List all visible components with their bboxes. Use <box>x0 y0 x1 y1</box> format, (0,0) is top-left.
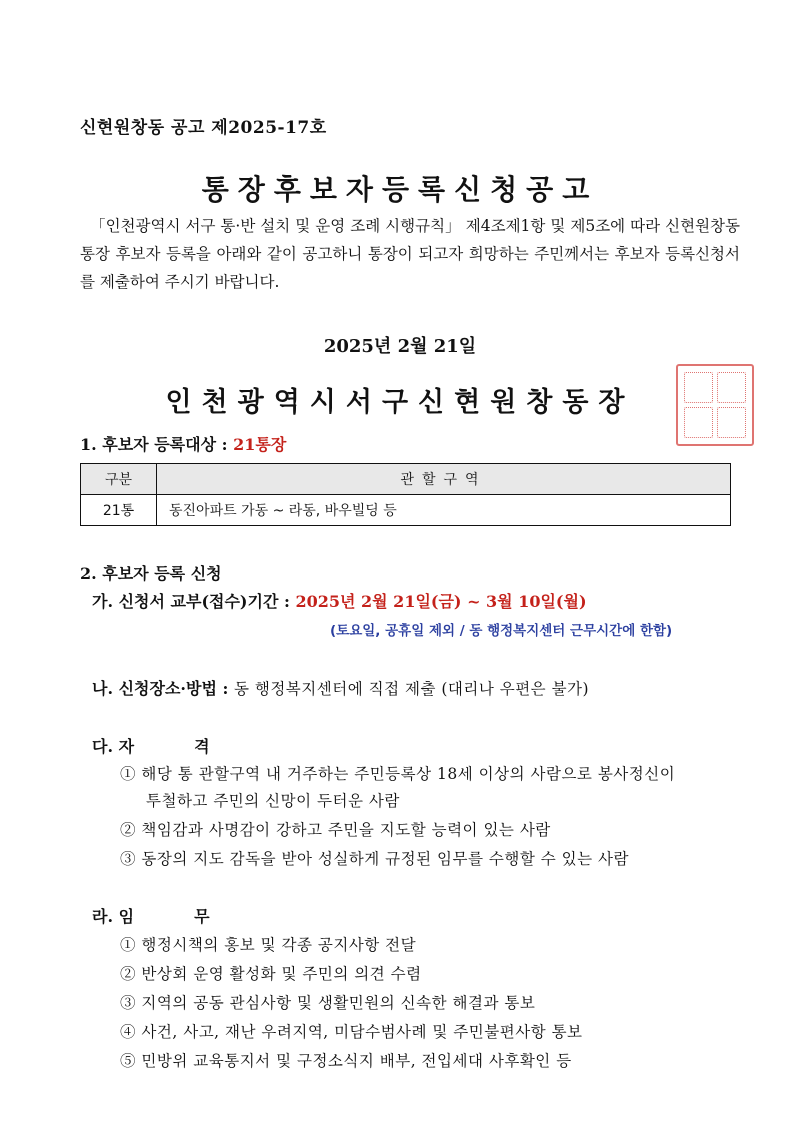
method-value: 동 행정복지센터에 직접 제출 (대리나 우편은 불가) <box>233 680 590 698</box>
section-2-heading: 2. 후보자 등록 신청 <box>80 564 222 583</box>
jurisdiction-table <box>80 463 731 526</box>
qualification-item: ③ 동장의 지도 감독을 받아 성실하게 규정된 임무를 수행할 수 있는 사람 <box>120 850 629 868</box>
duty-heading <box>92 904 210 927</box>
qualification-suffix: 격 <box>194 737 210 756</box>
period-value: 2025년 2월 21일(금) ~ 3월 10일(월) <box>295 592 587 611</box>
notice-number: 신현원창동 공고 제2025-17호 <box>80 118 327 138</box>
notice-title: 통장후보자등록신청공고 <box>201 173 599 206</box>
section-1-heading <box>80 432 286 455</box>
period-note: (토요일, 공휴일 제외 / 동 행정복지센터 근무시간에 한함) <box>330 623 673 639</box>
official-seal-stamp <box>676 364 754 446</box>
qualification-item: 투철하고 주민의 신망이 두터운 사람 <box>146 792 400 810</box>
issuer-name: 인천광역시서구신현원창동장 <box>165 387 635 418</box>
intro-paragraph <box>80 212 740 296</box>
intro-text: 「인천광역시 서구 통·반 설치 및 운영 조례 시행규칙」 제4조제1항 및 제5조에 따라 신현원창동 통장 후보자 등록을 아래와 같이 공고하니 통장이 되고자 희망하는 주민께서는 후보자 등록신청서를 제출하여 주시기 바랍니다. <box>80 217 740 291</box>
duty-prefix: 라. 임 <box>92 907 135 926</box>
duty-item: ② 반상회 운영 활성화 및 주민의 의견 수렴 <box>120 965 422 983</box>
duty-item: ④ 사건, 사고, 재난 우려지역, 미담수범사례 및 주민불편사항 통보 <box>120 1023 583 1041</box>
duty-item: ① 행정시책의 홍보 및 각종 공지사항 전달 <box>120 936 417 954</box>
qualification-heading <box>92 734 210 757</box>
period-label: 가. 신청서 교부(접수)기간 : <box>92 592 296 611</box>
application-period <box>92 589 587 612</box>
qualification-item: ② 책임감과 사명감이 강하고 주민을 지도할 능력이 있는 사람 <box>120 821 551 839</box>
application-method <box>92 676 589 699</box>
table-cell: 21통 <box>81 495 157 526</box>
duty-item: ③ 지역의 공동 관심사항 및 생활민원의 신속한 해결과 통보 <box>120 994 536 1012</box>
table-header-cell: 관할구역 <box>157 464 731 495</box>
table-cell: 동진아파트 가동 ~ 라동, 바우빌딩 등 <box>157 495 731 526</box>
table-header-row <box>81 464 731 495</box>
section-1-value: 21통장 <box>233 435 287 454</box>
section-1-label: 1. 후보자 등록대상 : <box>80 435 234 454</box>
qualification-prefix: 다. 자 <box>92 737 135 756</box>
qualification-item: ① 해당 통 관할구역 내 거주하는 주민등록상 18세 이상의 사람으로 봉사정신이 <box>120 765 676 783</box>
duty-suffix: 무 <box>194 907 210 926</box>
notice-date: 2025년 2월 21일 <box>323 336 477 357</box>
method-label: 나. 신청장소·방법 : <box>92 679 234 698</box>
duty-item: ⑤ 민방위 교육통지서 및 구정소식지 배부, 전입세대 사후확인 등 <box>120 1052 572 1070</box>
table-header-cell: 구분 <box>81 464 157 495</box>
table-row <box>81 495 731 526</box>
